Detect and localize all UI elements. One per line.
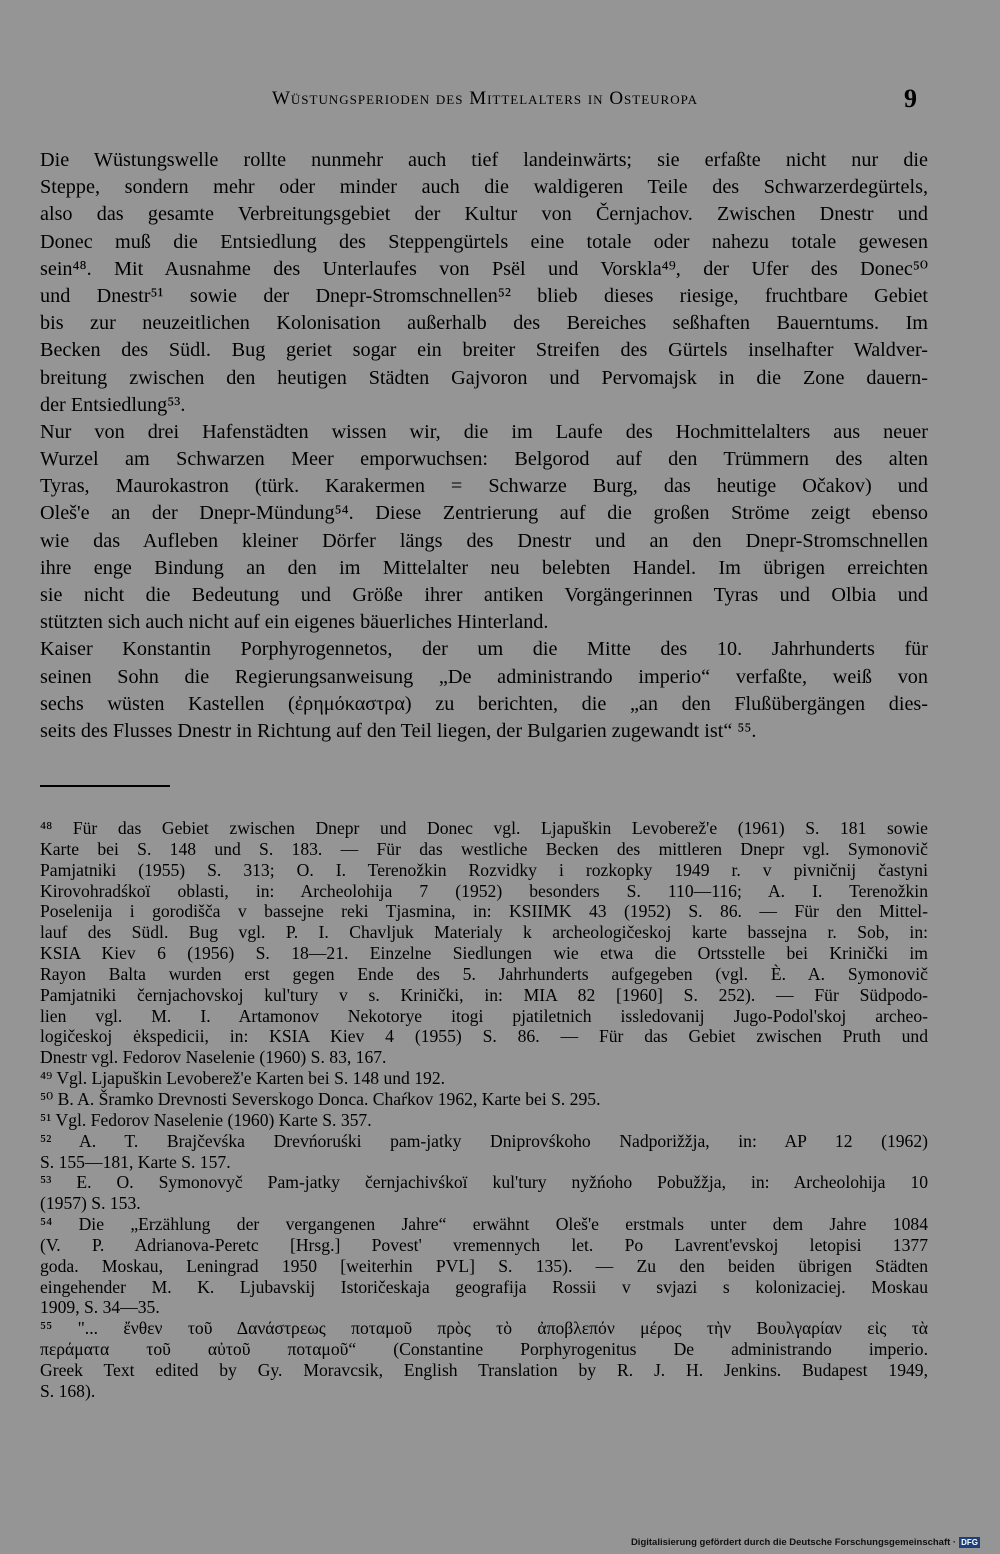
footnote-line: Kirovohradśkoï oblasti, in: Archeolohija 7 (1952) besonders S. 110—116; A. I. Terenožkin <box>40 880 928 901</box>
main-text-line: Tyras, Maurokastron (türk. Karakermen = Schwarze Burg, das heutige Očakov) und <box>40 475 928 498</box>
footnote-line: ⁴⁸ Für das Gebiet zwischen Dnepr und Donec vgl. Ljapuškin Levoberež'e (1961) S. 181 sowie <box>40 818 928 838</box>
main-text-line: sein⁴⁸. Mit Ausnahme des Unterlaufes von Psël und Vorskla⁴⁹, der Ufer des Donec⁵⁰ <box>40 257 928 280</box>
footnote-line: περάματα τοῦ αὐτοῦ ποταμοῦ“ (Constantine Porphyrogenitus De administrando imperio. <box>40 1339 928 1360</box>
main-text-line: Oleš'e an der Dnepr-Mündung⁵⁴. Diese Zentrierung auf die großen Ströme zeigt ebenso <box>40 502 928 525</box>
footnotes <box>40 818 928 1402</box>
page-number: 9 <box>904 84 917 113</box>
main-text-line: Nur von drei Hafenstädten wissen wir, die im Laufe des Hochmittelalters aus neuer <box>40 420 928 443</box>
main-text <box>40 147 928 745</box>
footnote-line: Karte bei S. 148 und S. 183. — Für das westliche Becken des mittleren Dnepr vgl. Symonovič <box>40 838 928 859</box>
digitization-note-text: Digitalisierung gefördert durch die Deutsche Forschungsgemeinschaft · <box>630 1537 957 1548</box>
main-text-line: ihre enge Bindung an den im Mittelalter neu belebten Handel. Im übrigen erreichten <box>40 556 928 579</box>
digitization-note <box>631 1537 980 1548</box>
footnote-line: logičeskoj ėkspedicii, in: KSIA Kiev 4 (1955) S. 86. — Für das Gebiet zwischen Pruth und <box>40 1026 928 1047</box>
running-head: Wüstungsperioden des Mittelalters in Osteuropa <box>271 88 699 109</box>
footnote-line: ⁴⁹ Vgl. Ljapuškin Levoberež'e Karten bei S. 148 und 192. <box>40 1068 446 1089</box>
main-text-line: breitung zwischen den heutigen Städten Gajvoron und Pervomajsk in die Zone dauern- <box>40 366 928 389</box>
main-text-line: Kaiser Konstantin Porphyrogennetos, der um die Mitte des 10. Jahrhunderts für <box>40 638 928 661</box>
footnote-line: Dnestr vgl. Fedorov Naselenie (1960) S. 83, 167. <box>40 1047 387 1068</box>
main-text-line: seits des Flusses Dnestr in Richtung auf den Teil liegen, der Bulgarien zugewandt ist“ ⁵⁵. <box>40 719 757 742</box>
footnote-rule <box>40 785 170 787</box>
main-text-line: wie das Aufleben kleiner Dörfer längs des Dnestr und an den Dnepr-Stromschnellen <box>40 529 928 552</box>
footnote-line: Poselenija i gorodišča v bassejne reki Tjasmina, in: KSIIMK 43 (1952) S. 86. — Für den Mittel- <box>40 901 928 922</box>
footnote-line: ⁵⁵ "... ἔνθεν τοῦ Δανάστρεως ποταμοῦ πρὸς τὸ ἀποβλεπόν μέρος τὴν Βουλγαρίαν εἰς τὰ <box>40 1318 928 1339</box>
main-text-line: und Dnestr⁵¹ sowie der Dnepr-Stromschnellen⁵² blieb dieses riesige, fruchtbare Gebiet <box>40 284 928 307</box>
footnote-line: ⁵⁰ B. A. Šramko Drevnosti Severskogo Donca. Chaŕkov 1962, Karte bei S. 295. <box>40 1088 601 1109</box>
main-text-line: Wurzel am Schwarzen Meer emporwuchsen: Belgorod auf den Trümmern des alten <box>40 448 928 471</box>
footnote-line: 1909, S. 34—35. <box>40 1297 160 1318</box>
footnote-line: ⁵¹ Vgl. Fedorov Naselenie (1960) Karte S. 357. <box>40 1109 372 1130</box>
footnote-line: KSIA Kiev 6 (1956) S. 18—21. Einzelne Siedlungen wie etwa die Ortsstelle bei Krinički im <box>40 943 928 964</box>
main-text-line: Die Wüstungswelle rollte nunmehr auch tief landeinwärts; sie erfaßte nicht nur die <box>40 149 928 171</box>
main-text-line: also das gesamte Verbreitungsgebiet der Kultur von Černjachov. Zwischen Dnestr und <box>40 203 928 226</box>
footnote-line: Pamjatniki (1955) S. 313; O. I. Terenožkin Rozvidky i rozkopky 1949 r. v pivničnij častyni <box>40 859 928 880</box>
main-text-line: Donec muß die Entsiedlung des Steppengürtels eine totale oder nahezu totale gewesen <box>40 230 928 253</box>
main-text-line: sie nicht die Bedeutung und Größe ihrer antiken Vorgängerinnen Tyras und Olbia und <box>40 584 928 606</box>
main-text-line: stützten sich auch nicht auf ein eigenes bäuerliches Hinterland. <box>40 611 549 634</box>
footnote-line: ⁵² A. T. Brajčevśka Drevńoruśki pam-jatky Dniprovśkoho Nadporižžja, in: AP 12 (1962) <box>40 1130 928 1151</box>
footnote-line: (1957) S. 153. <box>40 1193 141 1214</box>
main-text-line: seinen Sohn die Regierungsanweisung „De administrando imperio“ verfaßte, weiß von <box>40 665 928 688</box>
footnote-line: ⁵³ E. O. Symonovyč Pam-jatky černjachivśkoï kul'tury nyžńoho Pobužžja, in: Archeolohija 10 <box>40 1172 928 1193</box>
footnote-line: S. 168). <box>40 1380 96 1401</box>
footnote-line: eingehender M. K. Ljubavskij Istoričeskaja geografija Rossii v svjazi s kolonizaciej. Moskau <box>40 1276 928 1297</box>
main-text-line: sechs wüsten Kastellen (ἐρημόκαστρα) zu berichten, die „an den Flußübergängen dies- <box>40 692 928 715</box>
footnote-line: Rayon Balta wurden erst gegen Ende des 5. Jahrhunderts aufgegeben (vgl. È. A. Symonovič <box>40 963 928 984</box>
footnote-line: lauf des Südl. Bug vgl. P. I. Chavljuk Materialy k archeologičeskoj karte bassejna r. Sob, in: <box>40 922 928 943</box>
footnote-line: Greek Text edited by Gy. Moravcsik, English Translation by R. J. H. Jenkins. Budapest 1949, <box>40 1359 928 1380</box>
dfg-logo: DFG <box>961 1538 978 1547</box>
footnote-line: goda. Moskau, Leningrad 1950 [weiterhin PVL] S. 135). — Zu den beiden übrigen Städten <box>40 1255 928 1276</box>
main-text-line: bis zur neuzeitlichen Kolonisation außerhalb des Bereiches seßhaften Bauerntums. Im <box>40 312 928 335</box>
main-text-line: der Entsiedlung⁵³. <box>40 393 186 416</box>
footnote-line: ⁵⁴ Die „Erzählung der vergangenen Jahre“ erwähnt Oleš'e erstmals unter dem Jahre 1084 <box>40 1214 928 1235</box>
footnote-line: (V. P. Adrianova-Peretc [Hrsg.] Povest' vremennych let. Po Lavrent'evskoj letopisi 1377 <box>40 1234 928 1255</box>
main-text-line: Becken des Südl. Bug geriet sogar ein breiter Streifen des Gürtels inselhafter Waldver- <box>40 339 928 362</box>
footnote-line: Pamjatniki černjachovskoj kul'tury v s. Krinički, in: MIA 82 [1960] S. 252). — Für Südpodo- <box>40 984 928 1005</box>
main-text-line: Steppe, sondern mehr oder minder auch die waldigeren Teile des Schwarzerdegürtels, <box>40 176 928 199</box>
footnote-line: S. 155—181, Karte S. 157. <box>40 1151 231 1172</box>
footnote-line: lien vgl. M. I. Artamonov Nekotorye itogi pjatiletnich issledovanij Jugo-Podol'skoj archeo- <box>40 1005 928 1026</box>
